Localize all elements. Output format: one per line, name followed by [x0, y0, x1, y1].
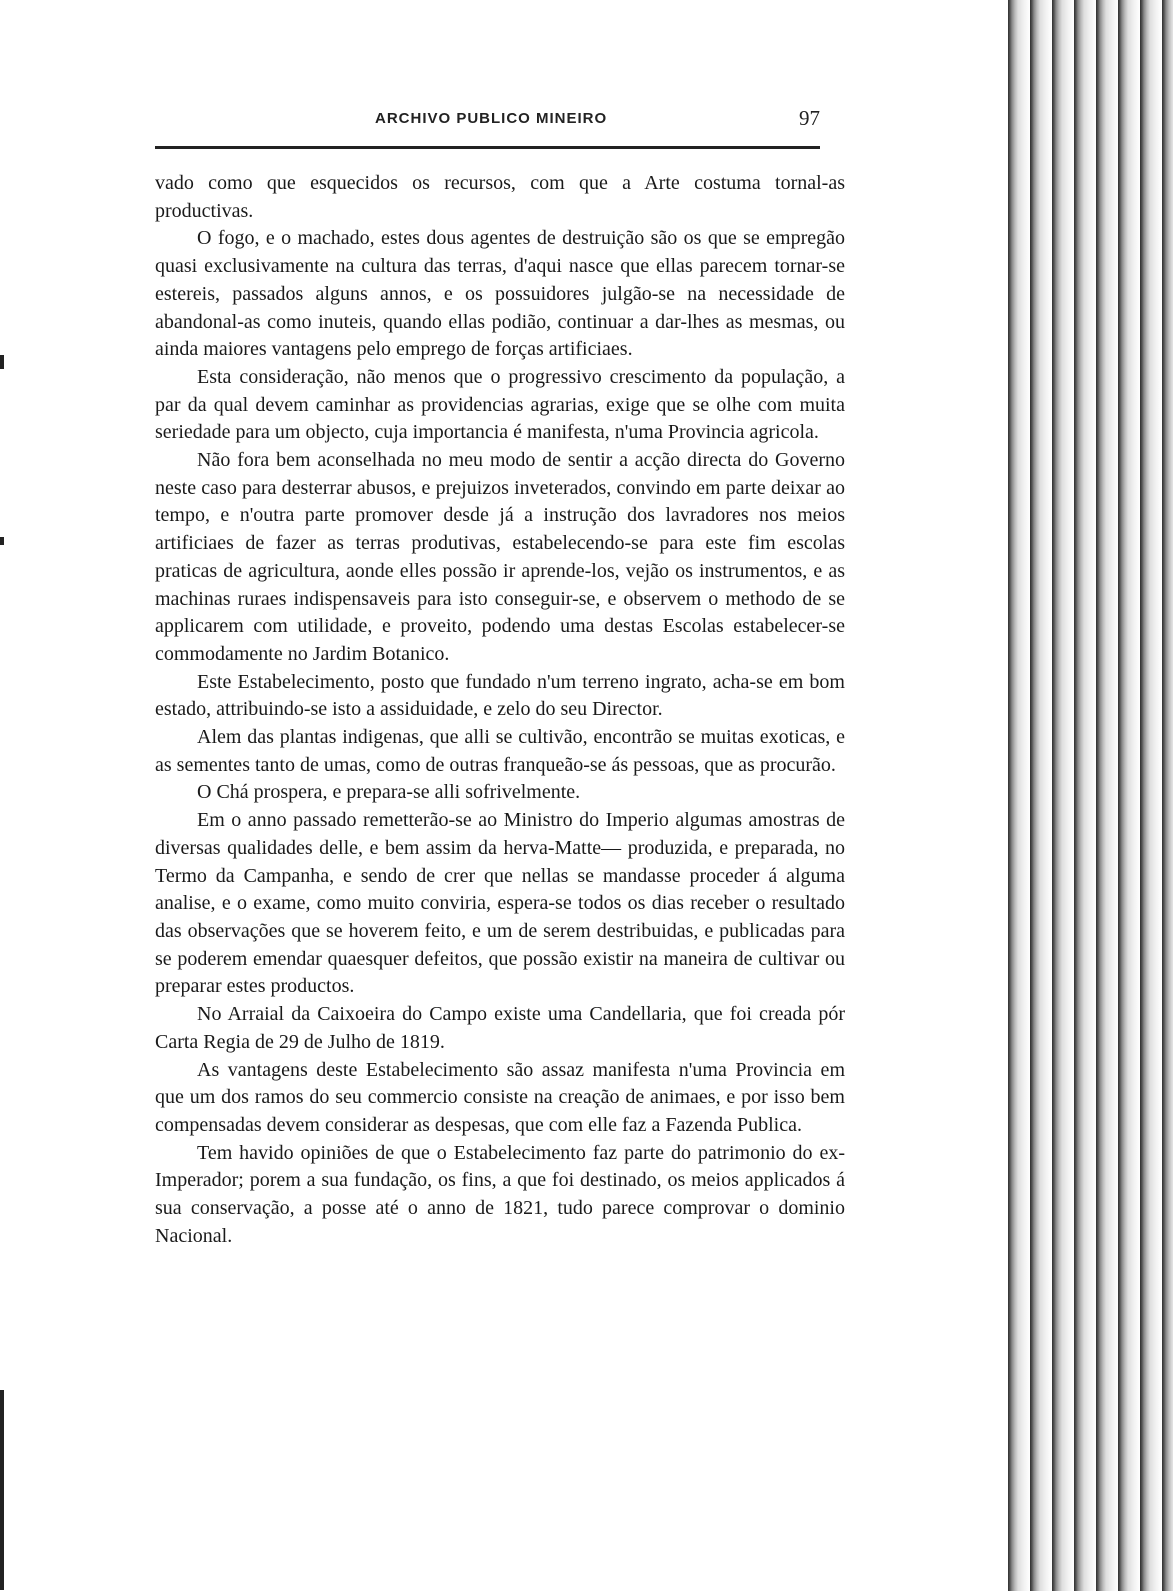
paragraph: Alem das plantas indigenas, que alli se cultivão, encontrão se muitas exoticas, e as sementes tanto de umas, como de outras franqueão-se ás pessoas, que as procurão.: [155, 726, 845, 776]
body-text: [155, 170, 845, 1250]
paragraph: As vantagens deste Estabelecimento são assaz manifesta n'uma Provincia em que um dos ramos do seu commercio consiste na creação de animaes, e por isso bem compensadas devem considerar as despesas, que com elle faz a Fazenda Publica.: [155, 1058, 845, 1136]
paragraph: O fogo, e o machado, estes dous agentes de destruição são os que se empregão quasi exclusivamente na cultura das terras, d'aqui nasce que ellas parecem tornar-se estereis, passados alguns annos, e os possuidores julgão-se na necessidade de abandonal-as como inuteis, quando ellas podião, continuar a dar-lhes as mesmas, ou ainda maiores vantagens pelo emprego de forças artificiaes.: [155, 227, 845, 361]
paragraph: No Arraial da Caixoeira do Campo existe uma Candellaria, que foi creada pór Carta Regia de 29 de Julho de 1819.: [155, 1003, 845, 1053]
page-number: 97: [799, 106, 820, 130]
paragraph: Em o anno passado remetterão-se ao Ministro do Imperio algumas amostras de diversas qualidades delle, e bem assim da herva-Matte— produzida, e preparada, no Termo da Campanha, e sendo de crer que nellas se mandasse proceder á alguma analise, e o exame, como muito conviria, espera-se todos os dias receber o resultado das observações que se hoverem feito, e um de serem destribuidas, e publicadas para se poderem emendar quaesquer defeitos, que possão existir na maneira de cultivar ou preparar estes productos.: [155, 809, 845, 998]
paragraph: Este Estabelecimento, posto que fundado n'um terreno ingrato, acha-se em bom estado, attribuindo-se isto a assiduidade, e zelo do seu Director.: [155, 670, 845, 721]
paragraph: Não fora bem aconselhada no meu modo de sentir a acção directa do Governo neste caso para desterrar abusos, e prejuizos inveterados, convindo em parte deixar ao tempo, e n'outra parte promover desde já a instrução dos lavradores nos meios artificiaes de fazer as terras produtivas, estabelecendo-se para este fim escolas praticas de agricultura, aonde elles possão ir aprende-los, vejão os instrumentos, e as machinas ruraes indispensaveis para isto conseguir-se, e observem o methodo de se applicarem com utilidade, e proveito, podendo uma destas Escolas estabelecer-se commodamente no Jardim Botanico.: [155, 449, 845, 665]
scan-margin-mark: [0, 1390, 4, 1590]
book-page-edge: [1008, 0, 1173, 1591]
scan-margin-mark: [0, 355, 4, 369]
paragraph: O Chá prospera, e prepara-se alli sofrivelmente.: [197, 781, 581, 804]
paragraph: vado como que esquecidos os recursos, com que a Arte costuma tornal-as productivas.: [155, 172, 845, 222]
running-title: ARCHIVO PUBLICO MINEIRO: [375, 110, 608, 127]
scan-margin-mark: [0, 537, 4, 545]
paragraph: Tem havido opiniões de que o Estabelecimento faz parte do patrimonio do ex-Imperador; porem a sua fundação, os fins, a que foi destinado, os meios applicados á sua conservação, a posse até o anno de 1821, tudo parece comprovar o dominio Nacional.: [155, 1141, 845, 1247]
page-header: [155, 106, 820, 136]
paragraph: Esta consideração, não menos que o progressivo crescimento da população, a par da qual devem caminhar as providencias agrarias, exige que se olhe com muita seriedade para um objecto, cuja importancia é manifesta, n'uma Provincia agricola.: [155, 365, 845, 444]
header-rule: [155, 146, 820, 149]
